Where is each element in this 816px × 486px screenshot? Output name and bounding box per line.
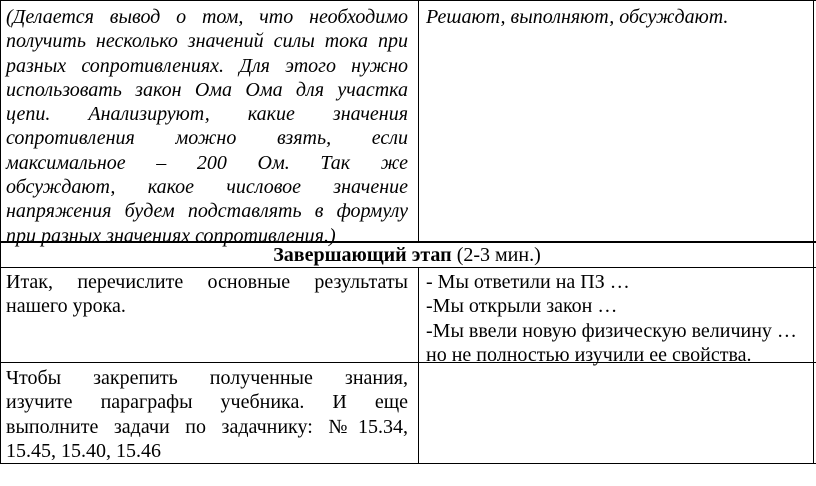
row3-left-line: изучите параграфы учебника. И еще <box>6 391 408 414</box>
row3-left-cell <box>6 366 408 463</box>
row2-right-cell <box>426 270 814 367</box>
row2-left-line: Итак, перечислите основные результаты <box>6 271 408 293</box>
row1-right-text: Решают, выполняют, обсуждают. <box>426 6 729 28</box>
row2-right-line: -Мы открыли закон … <box>426 295 618 318</box>
row2-right-line: -Мы ввели новую физическую величину … <box>426 319 797 342</box>
row3-left-line: выполните задачи по задачнику: №15.34, <box>6 415 408 438</box>
row1-left-line: разных сопротивлениях. Для этого нужно <box>6 54 408 77</box>
row1-left-line: использовать закон Ома Ома для участка <box>6 78 408 101</box>
row2-left-line: нашего урока. <box>6 295 126 318</box>
row2-right-line: но не полностью изучили ее свойства. <box>426 343 752 366</box>
row1-left-line: при разных значениях сопротивления.) <box>6 224 336 247</box>
col-divider-middle-top <box>418 0 419 242</box>
col-divider-right <box>813 0 814 464</box>
row1-left-line: обсуждают, какое числовое значение <box>6 176 408 199</box>
row2-left-cell <box>6 270 408 319</box>
col-divider-left <box>0 0 1 464</box>
row3-left-line: 15.45, 15.40, 15.46 <box>6 439 161 462</box>
row1-left-line: цепи. Анализируют, какие значения <box>6 103 408 126</box>
row1-left-line: сопротивления можно взять, если <box>6 127 408 150</box>
row1-left-cell <box>6 5 408 248</box>
row-divider-top <box>0 0 816 1</box>
row3-left-line: Чтобы закрепить полученные знания, <box>6 367 408 389</box>
row1-left-line: напряжения будем подставлять в формулу <box>6 200 408 223</box>
row1-right-cell <box>426 5 806 29</box>
stage-header <box>1 243 813 267</box>
stage-title: Завершающий этап <box>273 244 452 266</box>
row1-left-line: максимальное – 200 Ом. Так же <box>6 151 408 174</box>
row3-right-cell <box>426 366 806 456</box>
stage-duration: (2-3 мин.) <box>456 244 541 266</box>
row1-left-line: получить несколько значений силы тока при <box>6 30 408 53</box>
col-divider-middle-bottom <box>418 267 419 464</box>
row2-right-line: - Мы ответили на ПЗ … <box>426 271 630 293</box>
row1-left-line: (Делается вывод о том, что необходимо <box>6 6 408 28</box>
